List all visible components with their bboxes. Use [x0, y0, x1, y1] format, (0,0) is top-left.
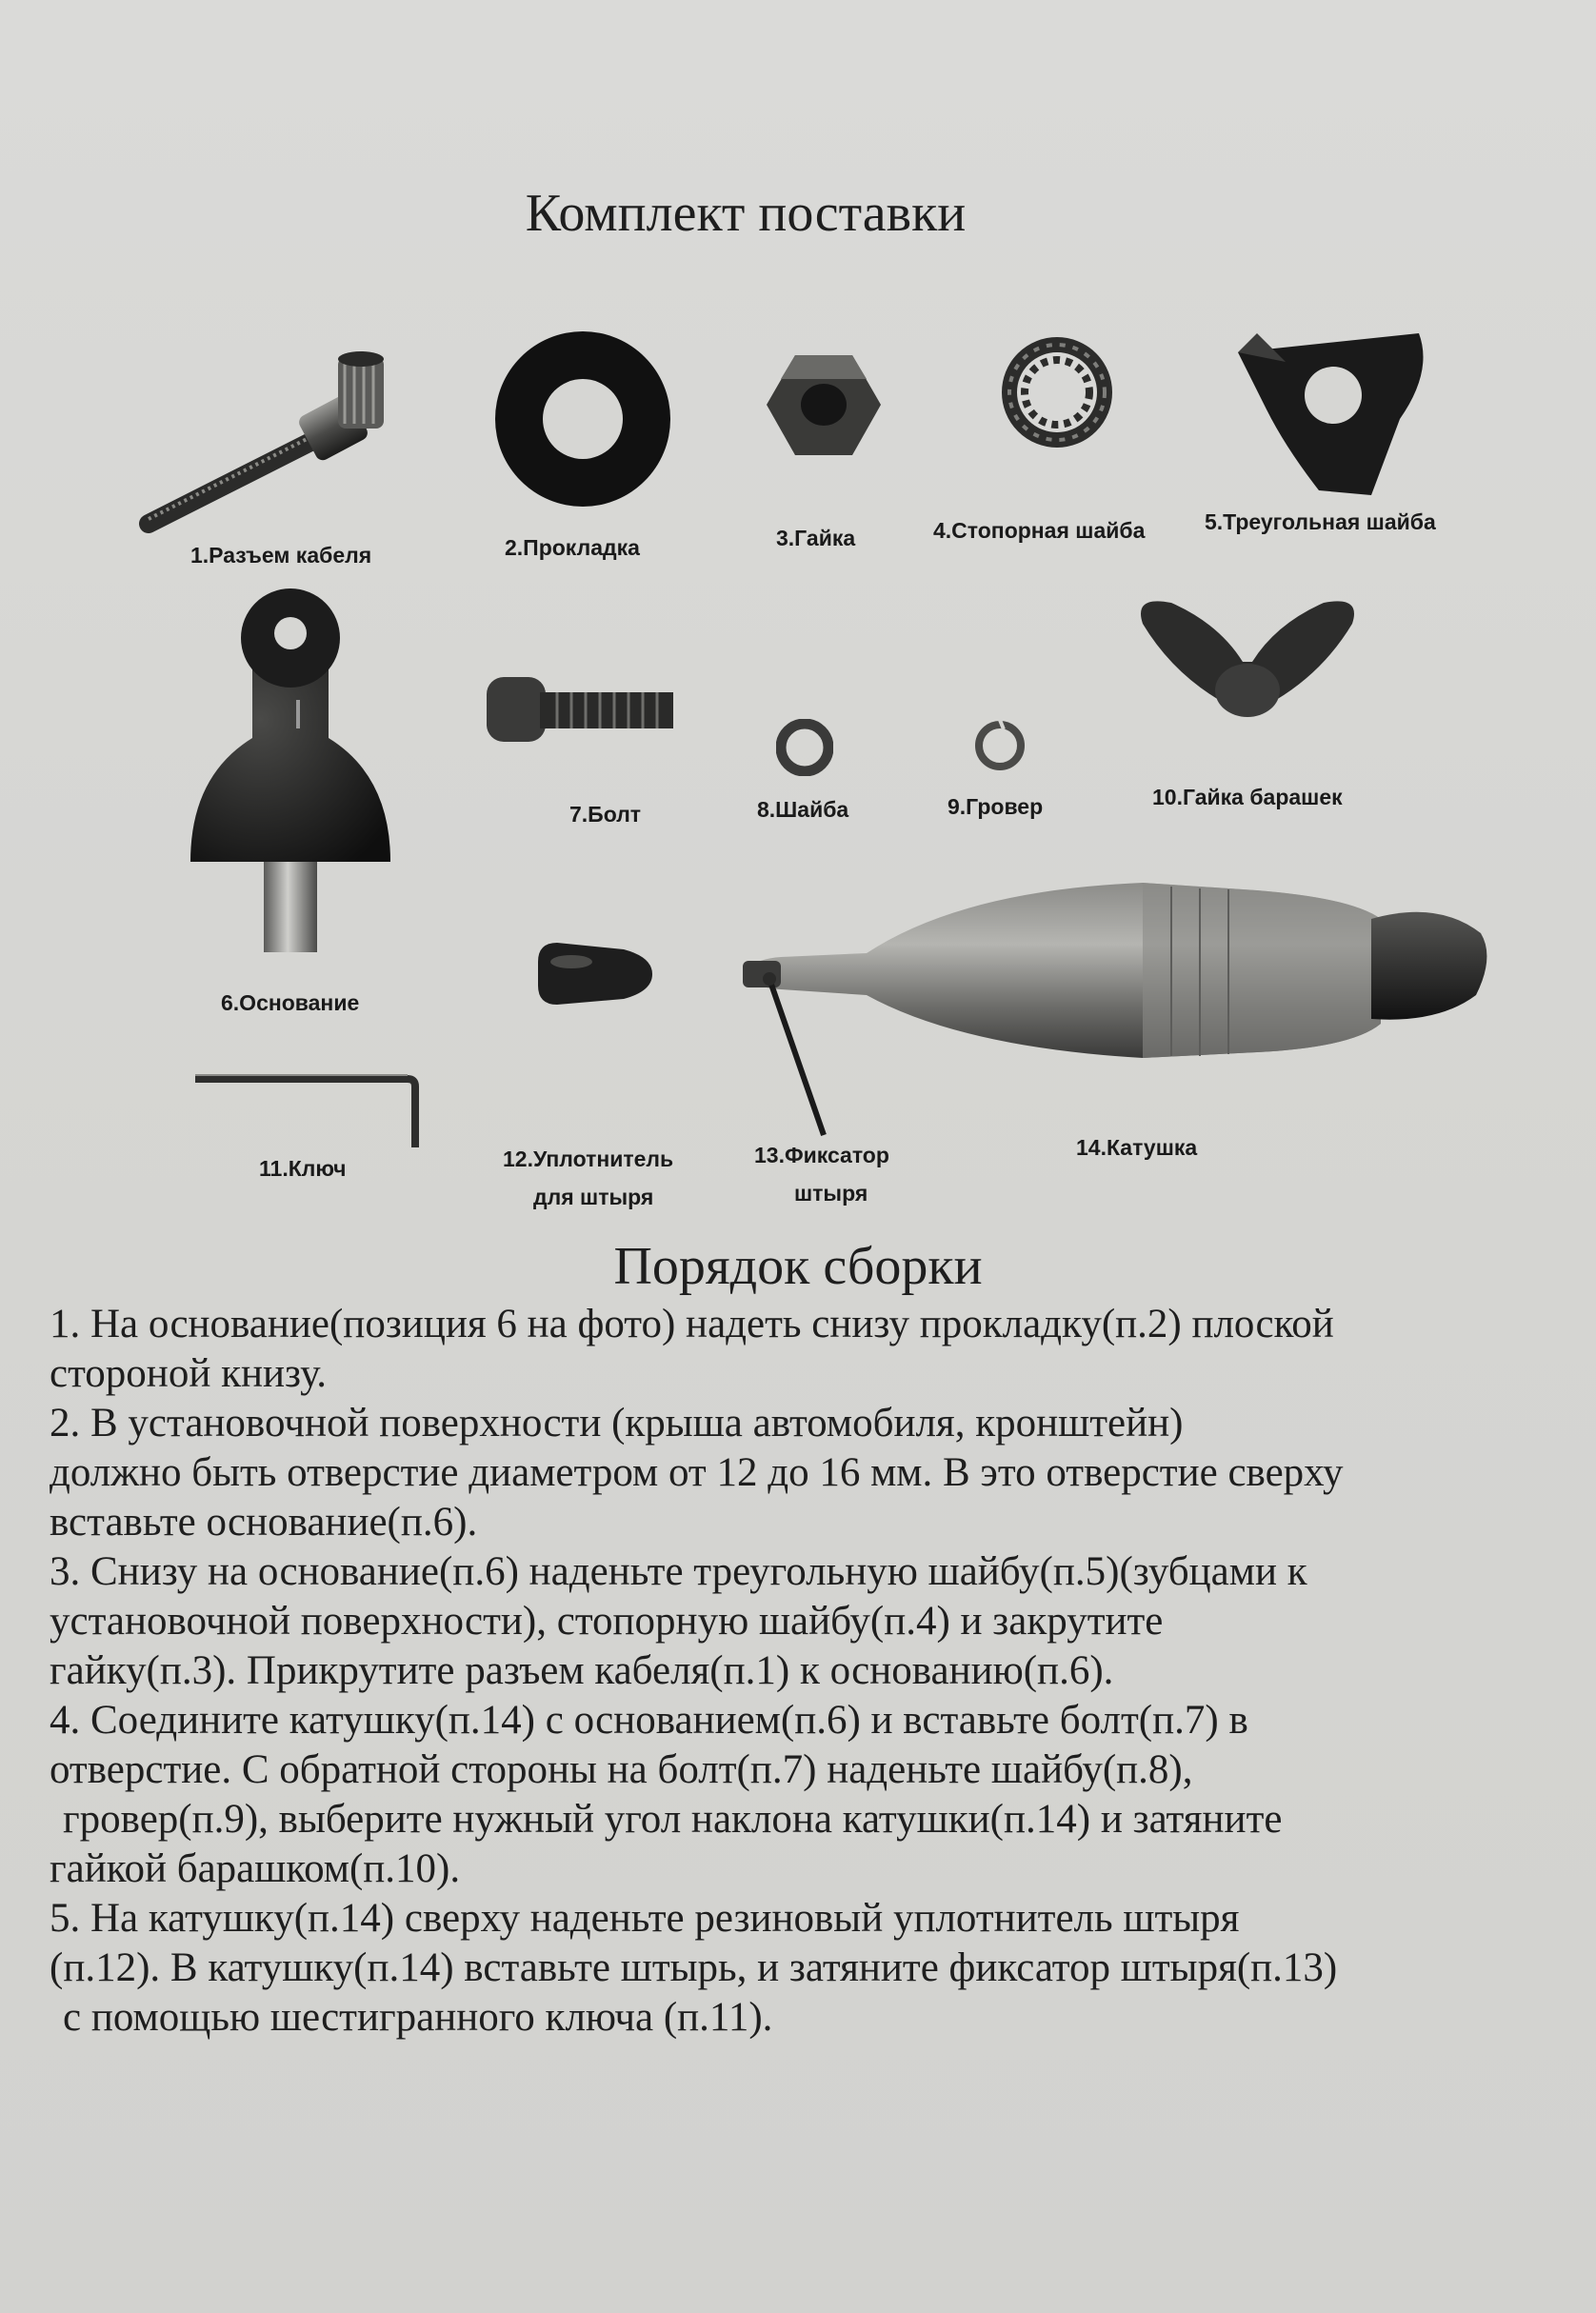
- caption-item-13-line2: штыря: [794, 1181, 868, 1206]
- step-line: должно быть отверстие диаметром от 12 до 16 мм. В это отверстие сверху: [50, 1450, 1344, 1495]
- step-line: с помощью шестигранного ключа (п.11).: [63, 1995, 773, 2040]
- caption-item-1: 1.Разъем кабеля: [190, 543, 372, 568]
- step-line: 2. В установочной поверхности (крыша автомобиля, кронштейн): [50, 1401, 1184, 1446]
- whip-seal-photo: [533, 938, 657, 1009]
- assembly-step-4: [50, 1696, 1564, 1894]
- kit-title: Комплект поставки: [525, 184, 967, 243]
- step-line: 3. Снизу на основание(п.6) наденьте треугольную шайбу(п.5)(зубцами к: [50, 1549, 1307, 1594]
- step-line: (п.12). В катушку(п.14) вставьте штырь, и затяните фиксатор штыря(п.13): [50, 1945, 1338, 1990]
- caption-item-7: 7.Болт: [569, 802, 642, 827]
- step-line: 4. Соедините катушку(п.14) с основанием(п.6) и вставьте болт(п.7) в: [50, 1698, 1248, 1743]
- caption-item-8: 8.Шайба: [757, 797, 849, 822]
- caption-item-14: 14.Катушка: [1076, 1135, 1198, 1160]
- step-line: установочной поверхности), стопорную шайбу(п.4) и закрутите: [50, 1599, 1164, 1644]
- caption-item-4: 4.Стопорная шайба: [933, 518, 1146, 543]
- gasket-photo: [488, 324, 678, 514]
- caption-item-10: 10.Гайка барашек: [1152, 785, 1343, 809]
- caption-item-11: 11.Ключ: [259, 1156, 347, 1181]
- caption-item-5: 5.Треугольная шайба: [1205, 509, 1436, 534]
- caption-item-12-line1: 12.Уплотнитель: [503, 1147, 674, 1171]
- step-line: стороной книзу.: [50, 1351, 328, 1396]
- caption-item-13-line1: 13.Фиксатор: [754, 1143, 889, 1167]
- bolt-photo: [481, 671, 681, 748]
- step-line: 5. На катушку(п.14) сверху наденьте резиновый уплотнитель штыря: [50, 1896, 1240, 1941]
- caption-item-2: 2.Прокладка: [505, 535, 640, 560]
- step-line: отверстие. С обратной стороны на болт(п.7) наденьте шайбу(п.8),: [50, 1747, 1193, 1792]
- antenna-coil-photo: [743, 862, 1495, 1081]
- caption-item-12-line2: для штыря: [533, 1185, 654, 1209]
- step-line: гайкой барашком(п.10).: [50, 1846, 461, 1891]
- triangular-washer-photo: [1228, 314, 1438, 505]
- caption-item-6: 6.Основание: [221, 990, 360, 1015]
- assembly-steps: [50, 1300, 1564, 2043]
- hex-nut-photo: [762, 350, 886, 460]
- wing-nut-photo: [1133, 595, 1362, 728]
- hex-key-photo: [190, 1071, 424, 1152]
- assembly-title: Порядок сборки: [613, 1237, 983, 1296]
- step-line: гайку(п.3). Прикрутите разъем кабеля(п.1) к основанию(п.6).: [50, 1648, 1114, 1693]
- whip-clamp-screw-photo: [762, 971, 838, 1143]
- caption-item-9: 9.Гровер: [948, 794, 1044, 819]
- assembly-step-3: [50, 1547, 1564, 1696]
- assembly-step-1: [50, 1300, 1564, 1399]
- caption-item-3: 3.Гайка: [776, 526, 856, 550]
- washer-photo: [776, 719, 833, 776]
- lock-washer-photo: [990, 326, 1124, 459]
- step-line: вставьте основание(п.6).: [50, 1500, 478, 1545]
- spring-washer-photo: [971, 716, 1028, 775]
- assembly-step-5: [50, 1894, 1564, 2043]
- antenna-base-photo: [176, 586, 405, 962]
- assembly-step-2: [50, 1399, 1564, 1547]
- cable-connector-photo: [133, 348, 409, 538]
- step-line: 1. На основание(позиция 6 на фото) надеть снизу прокладку(п.2) плоской: [50, 1302, 1334, 1346]
- step-line: гровер(п.9), выберите нужный угол наклона катушки(п.14) и затяните: [63, 1797, 1283, 1842]
